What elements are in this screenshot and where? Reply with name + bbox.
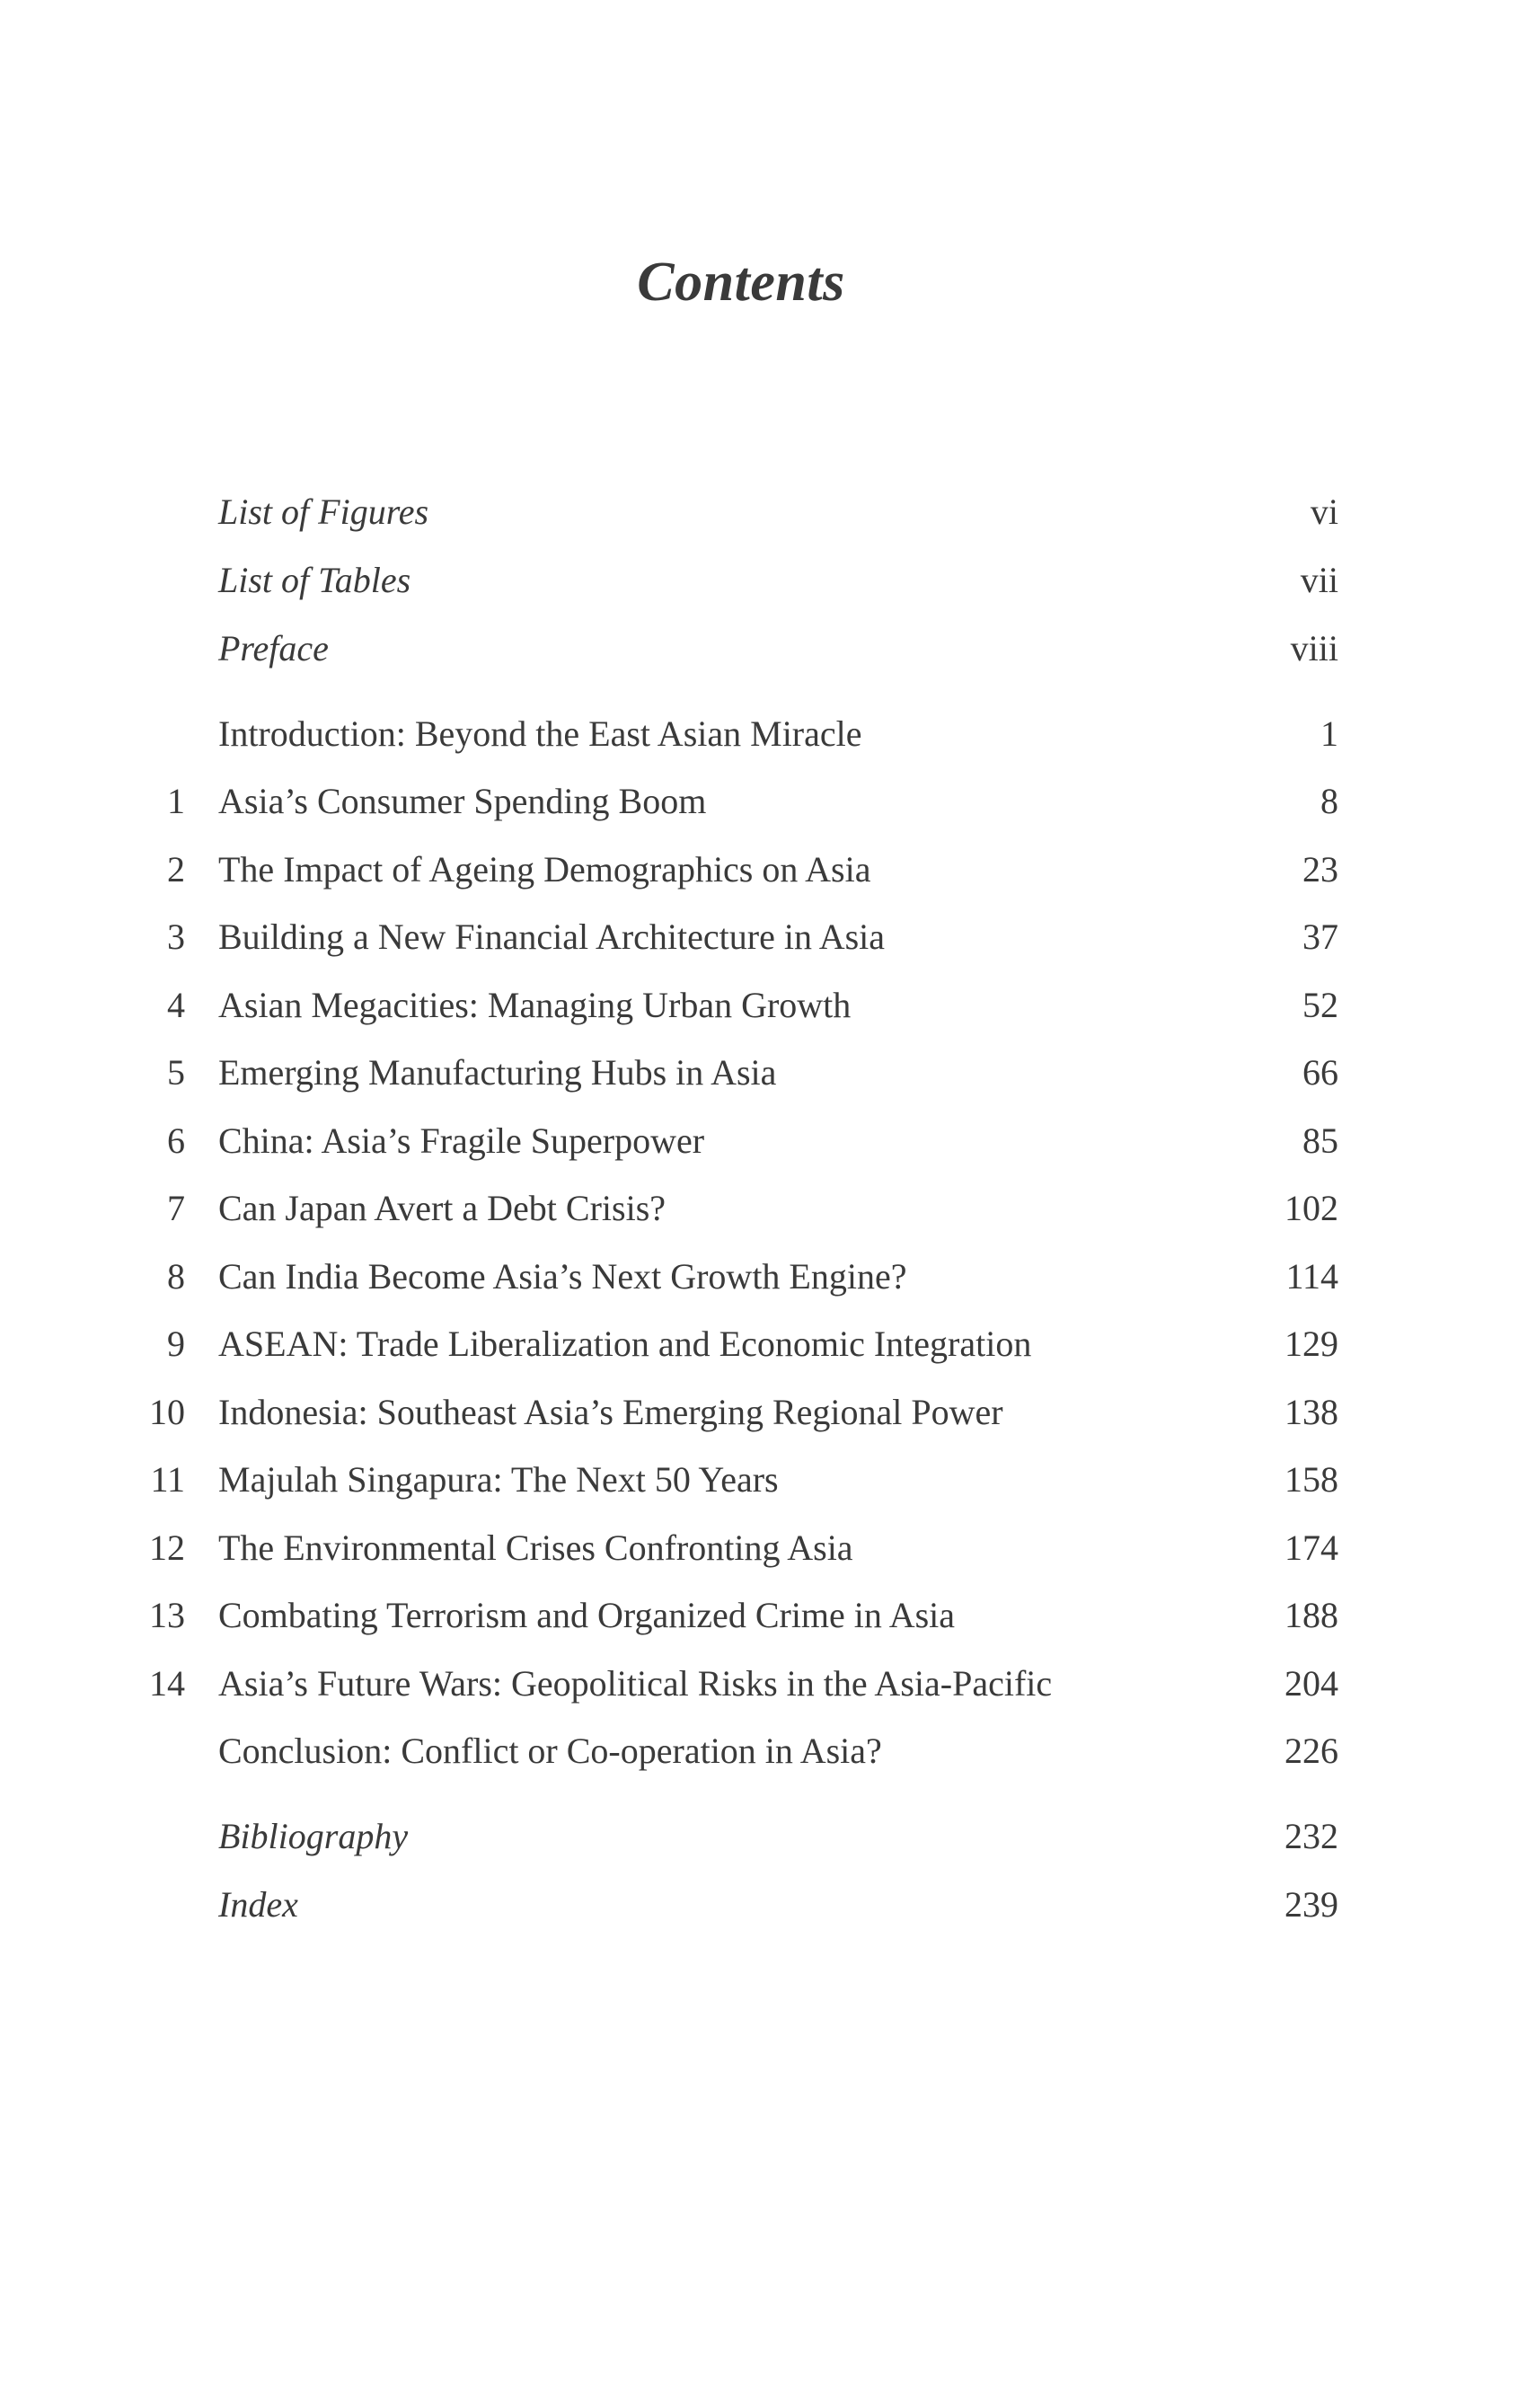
toc-entry-number: 13	[149, 1595, 185, 1635]
toc-entry-chapter-9[interactable]	[0, 1317, 1536, 1371]
toc-entry-title: Preface	[218, 628, 329, 668]
toc-entry-title: List of Figures	[218, 491, 429, 532]
toc-entry-number: 3	[167, 916, 185, 957]
toc-entry-number: 10	[149, 1392, 185, 1432]
toc-entry-title: Majulah Singapura: The Next 50 Years	[218, 1459, 779, 1500]
toc-entry-introduction[interactable]	[0, 707, 1536, 761]
toc-entry-title: Asia’s Future Wars: Geopolitical Risks in the Asia-Pacific	[218, 1663, 1053, 1704]
toc-entry-chapter-3[interactable]	[0, 910, 1536, 964]
toc-entry-number: 8	[167, 1256, 185, 1297]
toc-entry-title: China: Asia’s Fragile Superpower	[218, 1120, 705, 1161]
toc-entry-title: Asia’s Consumer Spending Boom	[218, 781, 707, 821]
toc-entry-page: viii	[1290, 628, 1338, 668]
toc-entry-title: Asian Megacities: Managing Urban Growth	[218, 985, 852, 1025]
toc-entry-chapter-2[interactable]	[0, 843, 1536, 897]
toc-entry-page: 239	[1284, 1884, 1338, 1925]
toc-entry-chapter-7[interactable]	[0, 1182, 1536, 1235]
toc-entry-page: 114	[1285, 1256, 1338, 1297]
toc-entry-page: 66	[1302, 1052, 1338, 1093]
toc-entry-preface[interactable]	[0, 622, 1536, 676]
toc-entry-title: The Environmental Crises Confronting Asia	[218, 1527, 853, 1568]
toc-entry-page: 23	[1302, 849, 1338, 890]
toc-entry-title: Can Japan Avert a Debt Crisis?	[218, 1188, 666, 1228]
toc-entry-chapter-5[interactable]	[0, 1046, 1536, 1100]
toc-entry-title: The Impact of Ageing Demographics on Asia	[218, 849, 871, 890]
toc-entry-page: 8	[1320, 781, 1338, 821]
toc-entry-title: Combating Terrorism and Organized Crime in Asia	[218, 1595, 956, 1635]
toc-entry-page: 204	[1284, 1663, 1338, 1704]
toc-entry-index[interactable]	[0, 1878, 1536, 1932]
toc-entry-title: Can India Become Asia’s Next Growth Engine?	[218, 1256, 907, 1297]
toc-entry-number: 2	[167, 849, 185, 890]
toc-entry-page: 102	[1284, 1188, 1338, 1228]
toc-entry-page: 1	[1320, 713, 1338, 754]
toc-entry-number: 1	[167, 781, 185, 821]
toc-entry-chapter-8[interactable]	[0, 1250, 1536, 1304]
toc-entry-number: 6	[167, 1120, 185, 1161]
toc-entry-title: Emerging Manufacturing Hubs in Asia	[218, 1052, 777, 1093]
toc-entry-chapter-13[interactable]	[0, 1589, 1536, 1642]
toc-entry-page: 158	[1284, 1459, 1338, 1500]
toc-entry-number: 7	[167, 1188, 185, 1228]
toc-entry-chapter-4[interactable]	[0, 978, 1536, 1032]
toc-entry-page: 226	[1284, 1731, 1338, 1771]
toc-entry-page: vi	[1310, 491, 1338, 532]
toc-entry-page: 129	[1284, 1324, 1338, 1364]
toc-entry-page: vii	[1300, 560, 1338, 600]
toc-entry-list-of-figures[interactable]	[0, 485, 1536, 539]
toc-entry-title: Building a New Financial Architecture in Asia	[218, 916, 886, 957]
toc-entry-title: Indonesia: Southeast Asia’s Emerging Regional Power	[218, 1392, 1003, 1432]
toc-entry-title: ASEAN: Trade Liberalization and Economic Integration	[218, 1324, 1032, 1364]
toc-entry-number: 11	[150, 1459, 185, 1500]
toc-entry-title: List of Tables	[218, 560, 411, 600]
toc-entry-chapter-10[interactable]	[0, 1385, 1536, 1439]
toc-entry-page: 37	[1302, 916, 1338, 957]
toc-entry-number: 5	[167, 1052, 185, 1093]
toc-entry-page: 85	[1302, 1120, 1338, 1161]
toc-entry-number: 9	[167, 1324, 185, 1364]
toc-entry-chapter-6[interactable]	[0, 1114, 1536, 1168]
toc-entry-bibliography[interactable]	[0, 1810, 1536, 1864]
toc-entry-number: 14	[149, 1663, 185, 1704]
toc-entry-conclusion[interactable]	[0, 1724, 1536, 1778]
toc-entry-number: 12	[149, 1527, 185, 1568]
toc-entry-page: 174	[1284, 1527, 1338, 1568]
toc-entry-chapter-1[interactable]	[0, 775, 1536, 828]
toc-entry-chapter-12[interactable]	[0, 1521, 1536, 1575]
toc-entry-title: Conclusion: Conflict or Co-operation in Asia?	[218, 1731, 882, 1771]
toc-entry-chapter-14[interactable]	[0, 1657, 1536, 1711]
toc-entry-number: 4	[167, 985, 185, 1025]
toc-entry-page: 188	[1284, 1595, 1338, 1635]
toc-entry-title: Bibliography	[218, 1816, 409, 1856]
toc-entry-chapter-11[interactable]	[0, 1453, 1536, 1507]
toc-entry-page: 52	[1302, 985, 1338, 1025]
page-title: Contents	[637, 251, 845, 313]
toc-entry-page: 232	[1284, 1816, 1338, 1856]
toc-entry-title: Index	[218, 1884, 298, 1925]
toc-entry-title: Introduction: Beyond the East Asian Miracle	[218, 713, 862, 754]
toc-entry-page: 138	[1284, 1392, 1338, 1432]
toc-entry-list-of-tables[interactable]	[0, 553, 1536, 607]
